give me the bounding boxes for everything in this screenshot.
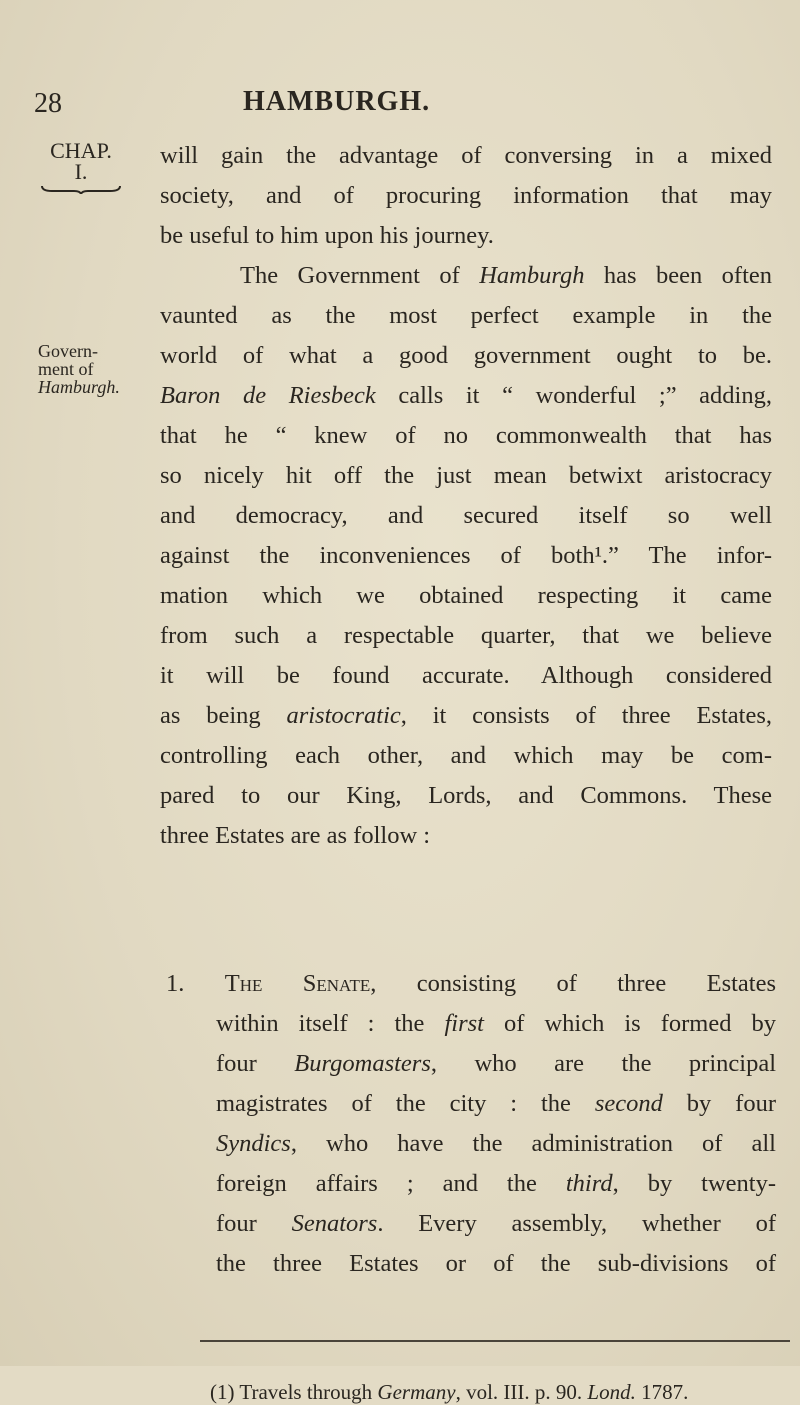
text-line: The Government of Hamburgh has been often: [240, 262, 773, 289]
text-line: foreign affairs ; and the third, by twenty-: [216, 1170, 777, 1197]
text-line: four Burgomasters, who are the principal: [216, 1050, 776, 1077]
text-line: society, and of procuring information that may: [160, 182, 772, 209]
footnote-divider: [200, 1340, 790, 1342]
text-line: four Senators. Every assembly, whether of: [216, 1210, 776, 1237]
text-line: and democracy, and secured itself so well: [160, 502, 772, 529]
main-text: [160, 136, 772, 856]
chapter-number: I.: [74, 159, 88, 184]
side-note-line: ment of: [38, 359, 94, 379]
text-line: as being aristocratic, it consists of three Estates,: [160, 702, 772, 729]
text-line: mation which we obtained respecting it came: [160, 582, 772, 609]
text-line: vaunted as the most perfect example in the: [160, 302, 772, 329]
text-line: against the inconveniences of both¹.” The infor-: [160, 542, 772, 569]
text-line: Baron de Riesbeck calls it “ wonderful ;” adding,: [160, 382, 772, 409]
text-line: from such a respectable quarter, that we believe: [160, 622, 772, 649]
text-line: within itself : the first of which is formed by: [216, 1010, 776, 1037]
text-line: controlling each other, and which may be com-: [160, 742, 772, 769]
text-line: three Estates are as follow :: [160, 822, 431, 849]
chapter-label: CHAP.: [50, 138, 112, 163]
text-line: that he “ knew of no commonwealth that has: [160, 422, 772, 449]
side-note-line: Hamburgh.: [38, 377, 120, 397]
chapter-marker: [40, 140, 122, 194]
side-note-line: Govern-: [38, 341, 98, 361]
list-item-body: [216, 1004, 776, 1284]
footnote: (1) Travels through Germany, vol. III. p. 90. Lond. 1787.: [210, 1380, 689, 1404]
text-line: Syndics, who have the administration of all: [216, 1130, 776, 1157]
brace-ornament: [40, 184, 122, 194]
text-line: will gain the advantage of conversing in a mixed: [160, 142, 772, 169]
list-item-senate: 1. The Senate, consisting of three Estates: [166, 970, 777, 997]
text-line: so nicely hit off the just mean betwixt aristocracy: [160, 462, 772, 489]
text-line: world of what a good government ought to be.: [160, 342, 772, 369]
text-line: pared to our King, Lords, and Commons. These: [160, 782, 772, 809]
text-line: it will be found accurate. Although considered: [160, 662, 772, 689]
side-note: [38, 342, 120, 396]
text-line: the three Estates or of the sub-divisions of: [216, 1250, 776, 1277]
page-number: 28: [34, 88, 62, 119]
text-line: be useful to him upon his journey.: [160, 222, 494, 249]
text-line: magistrates of the city : the second by four: [216, 1090, 776, 1117]
running-title: HAMBURGH.: [243, 86, 431, 117]
